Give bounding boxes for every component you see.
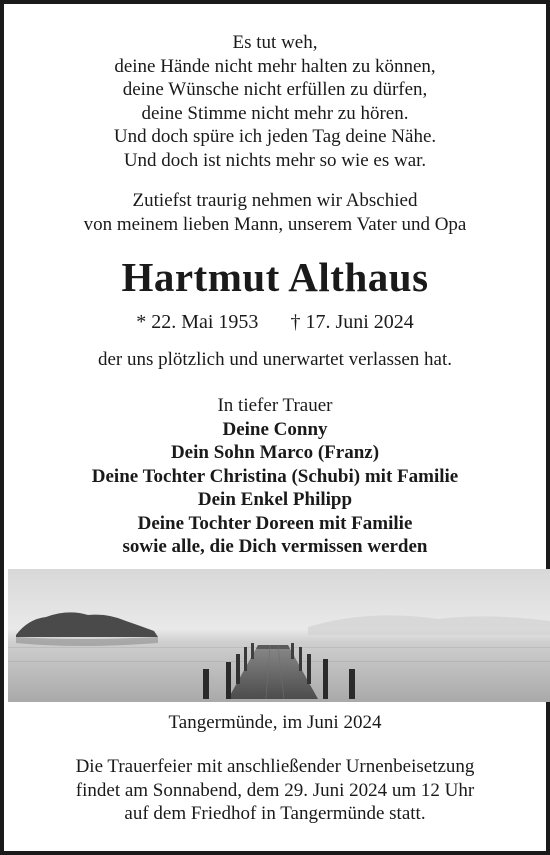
poem-line: Und doch spüre ich jeden Tag deine Nähe. xyxy=(113,126,437,147)
life-dates xyxy=(4,309,546,335)
poem-line: deine Stimme nicht mehr zu hören. xyxy=(141,102,409,124)
poem-line: Und doch ist nichts mehr so wie es war. xyxy=(123,149,427,171)
service-line: auf dem Friedhof in Tangermünde statt. xyxy=(124,803,426,824)
funeral-service-info xyxy=(4,755,546,826)
mourners-intro: In tiefer Trauer xyxy=(217,395,333,416)
closing-line: der uns plötzlich und unerwartet verlassen hat. xyxy=(97,349,453,370)
farewell-intro xyxy=(4,189,546,236)
poem-line: deine Wünsche nicht erfüllen zu dürfen, xyxy=(122,79,428,100)
lake-pier-photo xyxy=(8,569,550,702)
place-and-date: Tangermünde, im Juni 2024 xyxy=(168,712,382,733)
death-date: † 17. Juni 2024 xyxy=(290,311,414,333)
poem-line: deine Hände nicht mehr halten zu können, xyxy=(114,55,436,77)
service-line: findet am Sonnabend, dem 29. Juni 2024 um 12 Uhr xyxy=(75,779,475,801)
intro-line: Zutiefst traurig nehmen wir Abschied xyxy=(132,190,418,211)
mourner-name: Deine Conny xyxy=(222,418,328,440)
service-line: Die Trauerfeier mit anschließender Urnenbeisetzung xyxy=(75,756,475,777)
mourners-block xyxy=(4,394,546,559)
poem-line: Es tut weh, xyxy=(232,32,318,53)
mourner-name: Deine Tochter Doreen mit Familie xyxy=(137,512,413,534)
intro-line: von meinem lieben Mann, unserem Vater und Opa xyxy=(83,213,467,235)
poem xyxy=(4,31,546,172)
mourner-name: Deine Tochter Christina (Schubi) mit Familie xyxy=(91,465,459,487)
mourner-name: Dein Sohn Marco (Franz) xyxy=(170,442,380,463)
birth-date: * 22. Mai 1953 xyxy=(136,311,259,333)
mourner-name: sowie alle, die Dich vermissen werden xyxy=(122,536,428,557)
deceased-name: Hartmut Althaus xyxy=(121,254,429,300)
mourner-name: Dein Enkel Philipp xyxy=(197,489,353,510)
